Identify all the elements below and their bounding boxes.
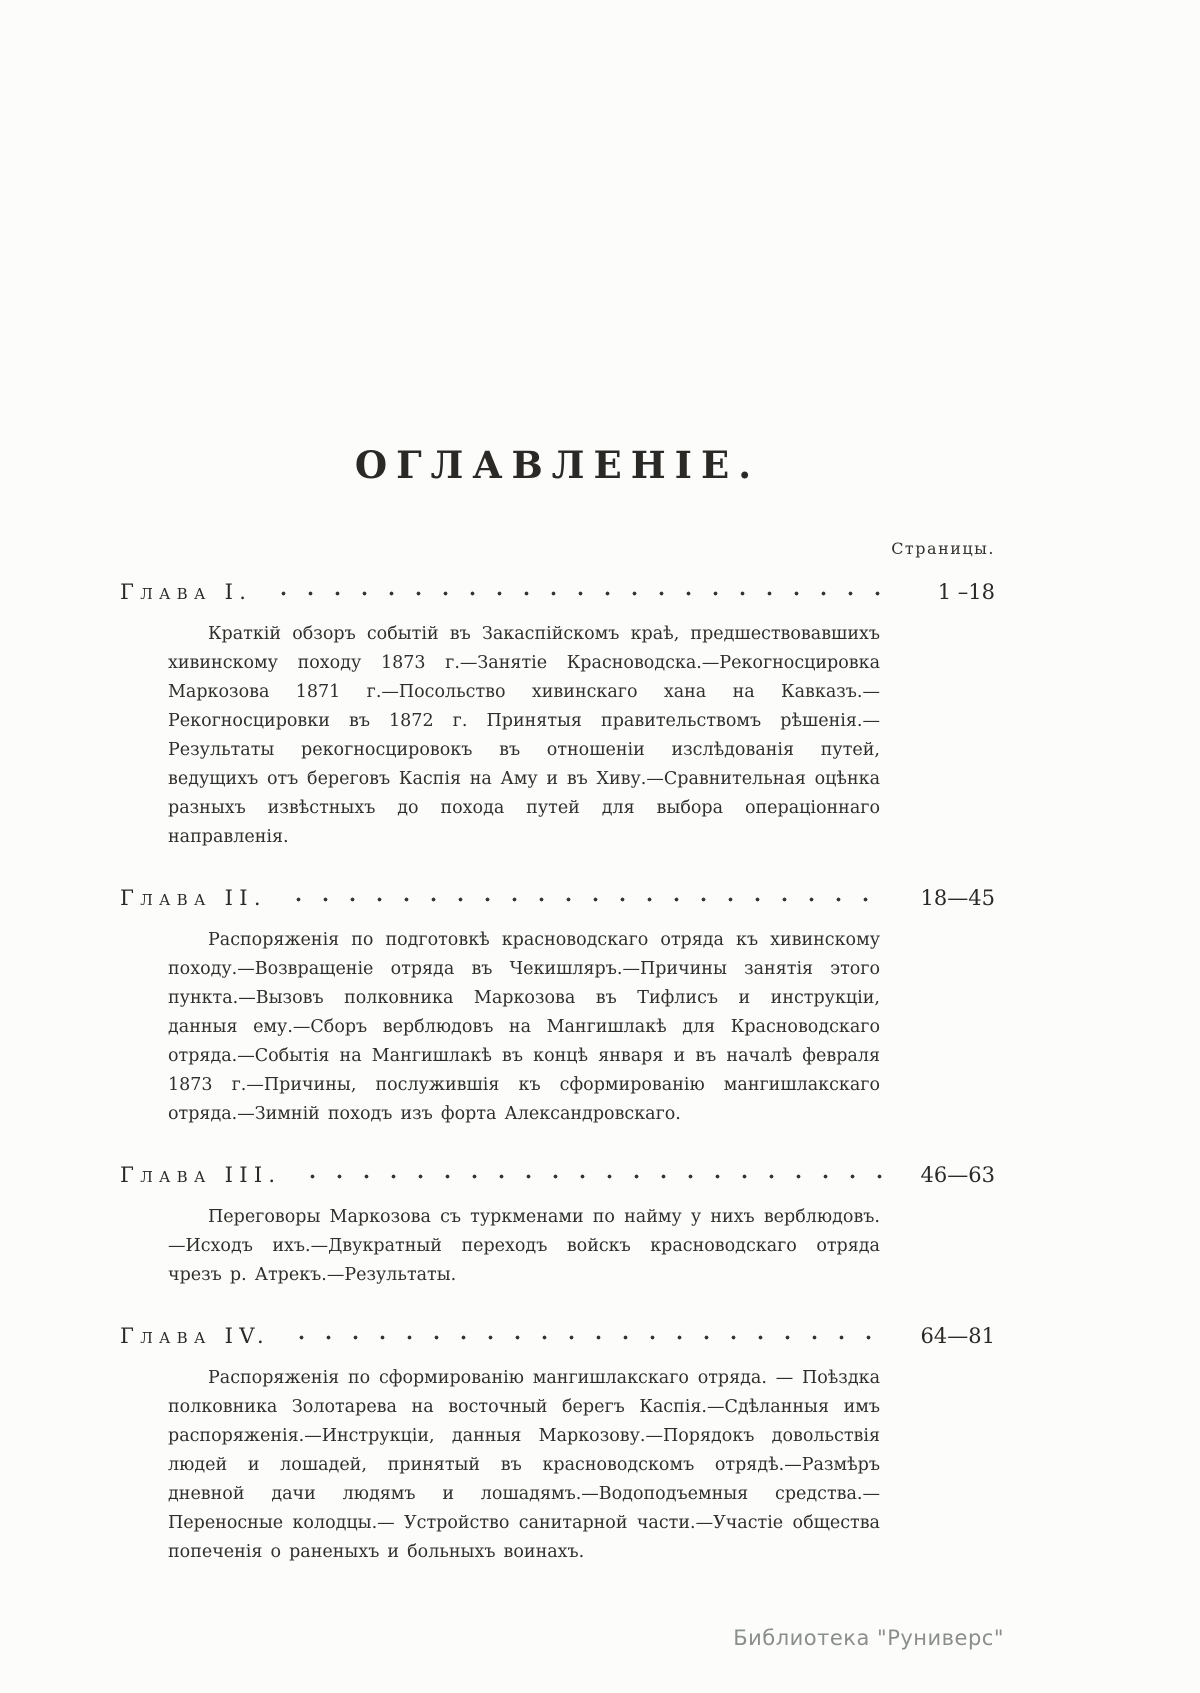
library-watermark: Библиотека "Руниверс" bbox=[733, 1626, 1004, 1650]
toc-entry-3 bbox=[120, 1163, 995, 1290]
chapter-page-range: 18—45 bbox=[920, 886, 995, 910]
chapter-page-range: 64—81 bbox=[920, 1324, 995, 1348]
chapter-summary: Распоряженія по сформированію мангишлакскаго отряда. — Поѣздка полковника Золотарева на восточный берегъ Каспія.—Сдѣланныя имъ распоряженія.—Инструкціи, данныя Маркозову.—Порядокъ довольствія людей и лошадей, принятый въ красноводскомъ отрядѣ.—Размѣръ дневной дачи людямъ и лошадямъ.—Водоподъемныя средства.—Переносные колодцы.— Устройство санитарной части.—Участіе общества попеченія о раненыхъ и больныхъ воинахъ. bbox=[168, 1368, 880, 1562]
toc-entry-4 bbox=[120, 1324, 995, 1567]
pages-column-header: Страницы. bbox=[891, 539, 995, 558]
toc-entry-1 bbox=[120, 580, 995, 852]
chapter-label: Глава II. bbox=[120, 886, 267, 910]
chapter-label: Глава III. bbox=[120, 1163, 282, 1187]
chapter-summary: Переговоры Маркозова съ туркменами по найму у нихъ верблюдовъ.—Исходъ ихъ.—Двукратный переходъ войскъ красноводскаго отряда чрезъ р. Атрекъ.—Результаты. bbox=[168, 1207, 880, 1285]
toc-content bbox=[120, 0, 995, 1601]
chapter-row bbox=[120, 886, 995, 910]
chapter-page-range: 46—63 bbox=[920, 1163, 995, 1187]
page-title: ОГЛАВЛЕНІЕ. bbox=[354, 443, 761, 487]
chapter-row bbox=[120, 580, 995, 604]
chapter-row bbox=[120, 1324, 995, 1348]
toc-entry-2 bbox=[120, 886, 995, 1129]
chapter-summary: Распоряженія по подготовкѣ красноводскаго отряда къ хивинскому походу.—Возвращеніе отряда въ Чекишляръ.—Причины занятія этого пункта.—Вызовъ полковника Маркозова въ Тифлисъ и инструкціи, данныя ему.—Сборъ верблюдовъ на Мангишлакѣ для Красноводскаго отряда.—Событія на Мангишлакѣ въ концѣ января и въ началѣ февраля 1873 г.—Причины, послужившія къ сформированію мангишлакскаго отряда.—Зимній походъ изъ форта Александровскаго. bbox=[168, 930, 880, 1124]
dot-leader bbox=[285, 886, 889, 910]
chapter-label: Глава I. bbox=[120, 580, 253, 604]
chapter-label: Глава IV. bbox=[120, 1324, 271, 1348]
chapter-summary: Краткій обзоръ событій въ Закаспійскомъ краѣ, предшествовавшихъ хивинскому походу 1873 г.—Занятіе Красноводска.—Рекогносцировка Маркозова 1871 г.—Посольство хивинскаго хана на Кавказъ.— Рекогносцировки въ 1872 г. Принятыя правительствомъ рѣшенія.—Результаты рекогносцировокъ въ отношеніи изслѣдованія путей, ведущихъ отъ береговъ Каспія на Аму и въ Хиву.—Сравнительная оцѣнка разныхъ извѣстныхъ до похода путей для выбора операціоннаго направленія. bbox=[168, 624, 880, 847]
dot-leader bbox=[288, 1324, 889, 1348]
chapter-row bbox=[120, 1163, 995, 1187]
dot-leader bbox=[299, 1163, 889, 1187]
chapter-page-range: 1 –18 bbox=[937, 580, 995, 604]
dot-leader bbox=[270, 580, 889, 604]
